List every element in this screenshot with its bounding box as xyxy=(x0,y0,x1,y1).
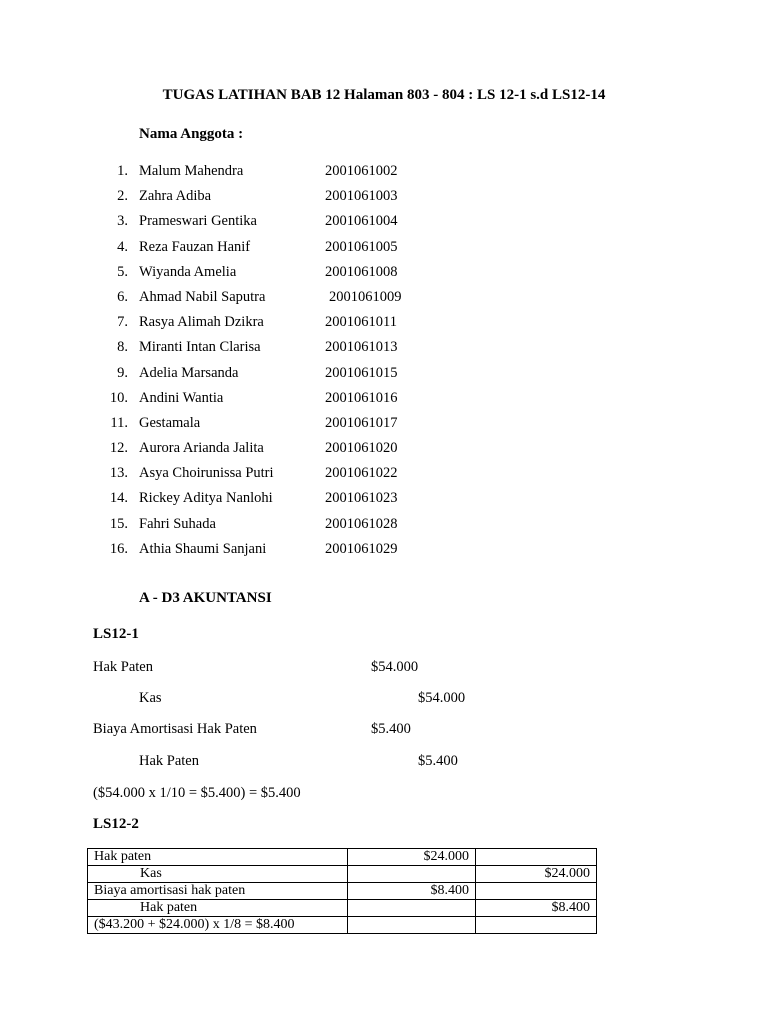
table-row xyxy=(88,849,597,866)
table-cell-debit xyxy=(348,917,476,934)
list-item xyxy=(0,387,768,412)
member-number: 2. xyxy=(117,188,128,205)
member-name: Andini Wantia xyxy=(139,389,224,406)
member-nim: 2001061005 xyxy=(325,238,398,255)
table-cell-credit xyxy=(476,917,597,934)
member-name: Athia Shaumi Sanjani xyxy=(139,540,267,557)
list-item xyxy=(0,487,768,512)
journal-account: Kas xyxy=(139,690,162,706)
ls12-1-heading: LS12-1 xyxy=(93,626,139,642)
table-cell-credit xyxy=(476,849,597,866)
member-name: Miranti Intan Clarisa xyxy=(139,339,261,356)
member-nim: 2001061015 xyxy=(325,364,398,381)
list-item xyxy=(0,286,768,311)
ls12-2-heading: LS12-2 xyxy=(93,816,139,832)
member-number: 3. xyxy=(117,213,128,230)
list-item xyxy=(0,362,768,387)
table-cell-credit: $8.400 xyxy=(476,900,597,917)
member-number: 13. xyxy=(109,465,128,482)
members-list xyxy=(0,160,768,563)
member-nim: 2001061013 xyxy=(325,339,398,356)
table-cell-debit xyxy=(348,900,476,917)
member-number: 8. xyxy=(117,339,128,356)
table-cell-account: ($43.200 + $24.000) x 1/8 = $8.400 xyxy=(88,917,348,934)
class-heading: A - D3 AKUNTANSI xyxy=(139,590,272,606)
journal-account: Hak Paten xyxy=(139,753,199,769)
members-heading: Nama Anggota : xyxy=(139,126,244,142)
journal-debit: $5.400 xyxy=(371,721,411,737)
member-number: 6. xyxy=(117,288,128,305)
table-row xyxy=(88,917,597,934)
table-row xyxy=(88,883,597,900)
member-nim: 2001061008 xyxy=(325,263,398,280)
member-number: 10. xyxy=(109,389,128,406)
member-number: 9. xyxy=(117,364,128,381)
list-item xyxy=(0,311,768,336)
member-number: 4. xyxy=(117,238,128,255)
member-name: Ahmad Nabil Saputra xyxy=(139,288,266,305)
member-name: Prameswari Gentika xyxy=(139,213,257,230)
list-item xyxy=(0,412,768,437)
table-cell-debit: $24.000 xyxy=(348,849,476,866)
table-cell-debit xyxy=(348,866,476,883)
member-name: Gestamala xyxy=(139,414,201,431)
table-cell-credit xyxy=(476,883,597,900)
member-nim: 2001061020 xyxy=(325,440,398,457)
member-nim: 2001061023 xyxy=(325,490,398,507)
member-name: Zahra Adiba xyxy=(139,188,212,205)
member-name: Aurora Arianda Jalita xyxy=(139,440,264,457)
list-item xyxy=(0,462,768,487)
member-nim: 2001061017 xyxy=(325,414,398,431)
journal-credit: $54.000 xyxy=(418,690,466,706)
table-row xyxy=(88,866,597,883)
member-nim: 2001061003 xyxy=(325,188,398,205)
member-nim: 2001061016 xyxy=(325,389,398,406)
member-nim: 2001061011 xyxy=(325,314,397,331)
member-number: 15. xyxy=(109,515,128,532)
list-item xyxy=(0,437,768,462)
ls12-2-journal-table xyxy=(87,848,597,934)
list-item xyxy=(0,236,768,261)
member-name: Asya Choirunissa Putri xyxy=(139,465,274,482)
member-number: 16. xyxy=(109,540,128,557)
member-nim: 2001061028 xyxy=(325,515,398,532)
member-name: Adelia Marsanda xyxy=(139,364,239,381)
member-number: 12. xyxy=(109,440,128,457)
table-cell-debit: $8.400 xyxy=(348,883,476,900)
list-item xyxy=(0,160,768,185)
member-nim: 2001061029 xyxy=(325,540,398,557)
member-number: 11. xyxy=(110,414,128,431)
member-number: 5. xyxy=(117,263,128,280)
member-number: 14. xyxy=(109,490,128,507)
table-cell-account: Biaya amortisasi hak paten xyxy=(88,883,348,900)
list-item xyxy=(0,336,768,361)
document-title: TUGAS LATIHAN BAB 12 Halaman 803 - 804 : LS 12-1 s.d LS12-14 xyxy=(162,87,606,103)
member-number: 7. xyxy=(117,314,128,331)
member-nim: 2001061002 xyxy=(325,163,398,179)
list-item xyxy=(0,513,768,538)
list-item xyxy=(0,538,768,563)
member-name: Rasya Alimah Dzikra xyxy=(139,314,264,331)
calculation-note: ($54.000 x 1/10 = $5.400) = $5.400 xyxy=(93,785,301,801)
member-nim: 2001061004 xyxy=(325,213,398,230)
table-cell-account: Hak paten xyxy=(88,849,348,866)
list-item xyxy=(0,185,768,210)
journal-account: Biaya Amortisasi Hak Paten xyxy=(93,721,257,737)
member-nim: 2001061022 xyxy=(325,465,398,482)
journal-account: Hak Paten xyxy=(93,659,153,675)
member-name: Wiyanda Amelia xyxy=(139,263,237,280)
member-name: Fahri Suhada xyxy=(139,515,216,532)
list-item xyxy=(0,210,768,235)
list-item xyxy=(0,261,768,286)
member-name: Malum Mahendra xyxy=(139,163,244,179)
table-row xyxy=(88,900,597,917)
journal-debit: $54.000 xyxy=(371,659,419,675)
table-cell-credit: $24.000 xyxy=(476,866,597,883)
member-name: Rickey Aditya Nanlohi xyxy=(139,490,273,507)
member-number: 1. xyxy=(117,163,128,179)
table-cell-account: Kas xyxy=(88,866,348,883)
journal-credit: $5.400 xyxy=(418,753,458,769)
member-name: Reza Fauzan Hanif xyxy=(139,238,251,255)
table-cell-account: Hak paten xyxy=(88,900,348,917)
member-nim: 2001061009 xyxy=(329,288,402,305)
